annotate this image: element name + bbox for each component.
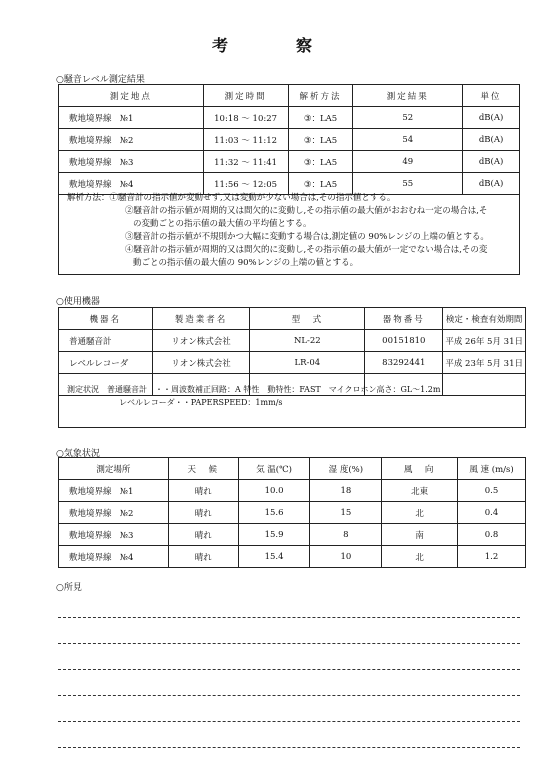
cell-place: 敷地境界線 №4 (59, 546, 169, 568)
cell-wind-speed: 0.5 (458, 480, 526, 502)
cell-temperature: 15.6 (238, 502, 310, 524)
equipment-section-heading: ○使用機器 (56, 297, 100, 307)
col-header-time: 測定時間 (203, 85, 288, 107)
cell-unit: dB(A) (463, 107, 520, 129)
table-row (59, 129, 520, 151)
remarks-line (58, 643, 520, 644)
measurement-conditions (58, 378, 526, 428)
cell-maker: リオン株式会社 (152, 330, 250, 352)
cell-result: 52 (353, 107, 463, 129)
col-header-model: 型 式 (250, 308, 365, 330)
col-header-serial: 器物番号 (365, 308, 443, 330)
remarks-line (58, 721, 520, 722)
cell-wind-speed: 1.2 (458, 546, 526, 568)
cell-wind-direction: 北 (382, 546, 458, 568)
cell-unit: dB(A) (463, 151, 520, 173)
cell-temperature: 15.4 (238, 546, 310, 568)
cell-time: 11:03 ～ 11:12 (203, 129, 288, 151)
remarks-line (58, 747, 520, 748)
col-header-equipment: 機器名 (59, 308, 153, 330)
cell-humidity: 18 (310, 480, 382, 502)
cell-place: 敷地境界線 №3 (59, 524, 169, 546)
cell-result: 54 (353, 129, 463, 151)
table-row (59, 502, 526, 524)
cell-wind-direction: 北東 (382, 480, 458, 502)
cell-location: 敷地境界線 №2 (59, 129, 204, 151)
cell-method: ③：LA5 (288, 107, 353, 129)
cell-result: 49 (353, 151, 463, 173)
col-header-wind-direction: 風 向 (382, 458, 458, 480)
remarks-line (58, 695, 520, 696)
cell-weather: 晴れ (168, 524, 238, 546)
table-header-row (59, 308, 526, 330)
table-row (59, 151, 520, 173)
note-line: ③騒音計の指示値が不規則かつ大幅に変動する場合は,測定値の 90%レンジの上端の値とする。 (125, 232, 489, 242)
cell-unit: dB(A) (463, 173, 520, 195)
noise-results-table (58, 84, 520, 195)
remarks-section-heading: ○所見 (56, 583, 82, 593)
cell-weather: 晴れ (168, 546, 238, 568)
cell-model: LR-04 (250, 352, 365, 374)
cell-equipment: 普通騒音計 (59, 330, 153, 352)
col-header-weather: 天 候 (168, 458, 238, 480)
table-header-row (59, 458, 526, 480)
cell-temperature: 15.9 (238, 524, 310, 546)
cell-time: 11:56 ～ 12:05 (203, 173, 288, 195)
cell-wind-speed: 0.8 (458, 524, 526, 546)
cell-model: NL-22 (250, 330, 365, 352)
cell-humidity: 8 (310, 524, 382, 546)
col-header-temperature: 気 温(℃) (238, 458, 310, 480)
noise-section-heading: ○騒音レベル測定結果 (56, 75, 145, 85)
col-header-validity: 検定・検査有効期間 (443, 308, 526, 330)
cell-humidity: 15 (310, 502, 382, 524)
note-line: の変動ごとの指示値の最大値の平均値とする。 (133, 219, 312, 229)
note-line: 動ごとの指示値の最大値の 90%レンジの上端の値とする。 (133, 258, 359, 268)
cell-location: 敷地境界線 №4 (59, 173, 204, 195)
cell-wind-direction: 北 (382, 502, 458, 524)
table-row (59, 524, 526, 546)
cell-equipment: レベルレコーダ (59, 352, 153, 374)
cell-serial: 83292441 (365, 352, 443, 374)
cell-place: 敷地境界線 №2 (59, 502, 169, 524)
col-header-wind-speed: 風 速 (m/s) (458, 458, 526, 480)
conditions-line: 測定状況 普通騒音計 ・・周波数補正回路：A 特性 動特性：FAST マイクロホン高さ：GL～1.2m (67, 385, 441, 394)
cell-location: 敷地境界線 №1 (59, 107, 204, 129)
cell-wind-direction: 南 (382, 524, 458, 546)
note-line: ②騒音計の指示値が周期的又は間欠的に変動し,その指示値の最大値がおおむね一定の場合は,そ (125, 206, 488, 216)
col-header-unit: 単位 (463, 85, 520, 107)
table-row (59, 107, 520, 129)
cell-method: ③：LA5 (288, 173, 353, 195)
cell-weather: 晴れ (168, 502, 238, 524)
col-header-location: 測定地点 (59, 85, 204, 107)
remarks-line (58, 617, 520, 618)
note-line: 解析方法：①騒音計の指示値が変動せず,又は変動が少ない場合は,その指示値とする。 (67, 193, 396, 203)
weather-table (58, 457, 526, 568)
cell-validity: 平成 26年 5月 31日 (443, 330, 526, 352)
conditions-line: レベルレコーダ・・PAPERSPEED：1mm/s (119, 398, 283, 407)
cell-time: 11:32 ～ 11:41 (203, 151, 288, 173)
note-line: ④騒音計の指示値が周期的又は間欠的に変動し,その指示値の最大値が一定でない場合は,その変 (125, 245, 488, 255)
cell-time: 10:18 ～ 10:27 (203, 107, 288, 129)
cell-serial: 00151810 (365, 330, 443, 352)
col-header-humidity: 湿 度(%) (310, 458, 382, 480)
cell-method: ③：LA5 (288, 129, 353, 151)
table-row (59, 480, 526, 502)
col-header-result: 測定結果 (353, 85, 463, 107)
page-title: 考 察 (211, 36, 338, 55)
cell-humidity: 10 (310, 546, 382, 568)
col-header-method: 解析方法 (288, 85, 353, 107)
cell-place: 敷地境界線 №1 (59, 480, 169, 502)
cell-location: 敷地境界線 №3 (59, 151, 204, 173)
cell-unit: dB(A) (463, 129, 520, 151)
analysis-method-notes (58, 189, 520, 275)
col-header-place: 測定場所 (59, 458, 169, 480)
cell-maker: リオン株式会社 (152, 352, 250, 374)
col-header-maker: 製造業者名 (152, 308, 250, 330)
table-row (59, 330, 526, 352)
cell-validity: 平成 23年 5月 31日 (443, 352, 526, 374)
cell-wind-speed: 0.4 (458, 502, 526, 524)
remarks-line (58, 669, 520, 670)
cell-result: 55 (353, 173, 463, 195)
cell-temperature: 10.0 (238, 480, 310, 502)
weather-section-heading: ○気象状況 (56, 449, 100, 459)
table-row (59, 352, 526, 374)
cell-weather: 晴れ (168, 480, 238, 502)
table-row (59, 546, 526, 568)
cell-method: ③：LA5 (288, 151, 353, 173)
table-header-row (59, 85, 520, 107)
